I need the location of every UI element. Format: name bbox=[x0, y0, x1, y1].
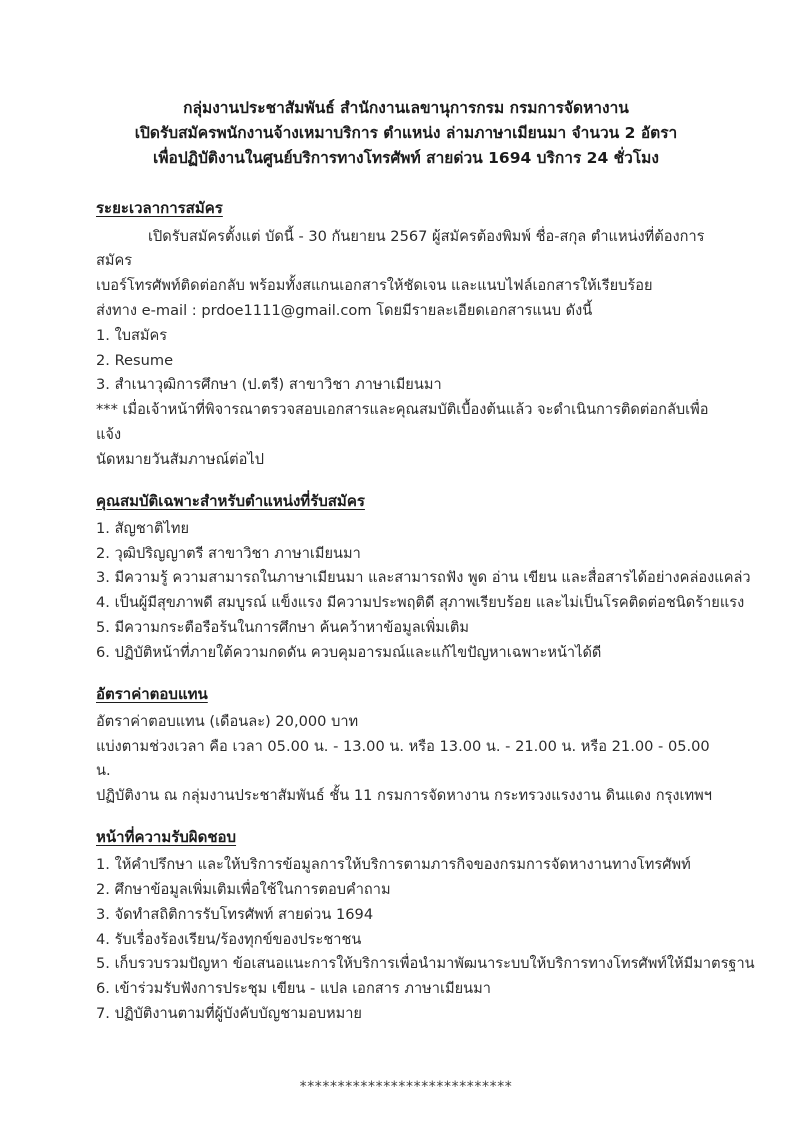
application-note-line-2: นัดหมายวันสัมภาษณ์ต่อไป bbox=[96, 450, 264, 468]
application-period-line-3: ส่งทาง e-mail : prdoe1111@gmail.com โดยมีรายละเอียดเอกสารแนบ ดังนี้ bbox=[96, 301, 593, 319]
list-item: 1. ให้คำปรึกษา และให้บริการข้อมูลการให้บริการตามภารกิจของกรมการจัดหางานทางโทรศัพท์ bbox=[96, 856, 691, 874]
application-note-line-1: *** เมื่อเจ้าหน้าที่พิจารณาตรวจสอบเอกสารและคุณสมบัติเบื้องต้นแล้ว จะดำเนินการติดต่อกลับเพื่อแจ้ง bbox=[96, 401, 709, 443]
list-item: 3. สำเนาวุฒิการศึกษา (ป.ตรี) สาขาวิชา ภาษาเมียนมา bbox=[96, 376, 442, 394]
required-documents-list bbox=[96, 324, 716, 398]
footer-separator: **************************** bbox=[299, 1078, 513, 1095]
list-item: 4. รับเรื่องร้องเรียน/ร้องทุกข์ของประชาชน bbox=[96, 930, 362, 948]
list-item: 3. มีความรู้ ความสามารถในภาษาเมียนมา และสามารถฟัง พูด อ่าน เขียน และสื่อสารได้อย่างคล่องแคล่ว bbox=[96, 569, 751, 587]
list-item: 2. วุฒิปริญญาตรี สาขาวิชา ภาษาเมียนมา bbox=[96, 544, 361, 562]
list-item: 6. เข้าร่วมรับฟังการประชุม เขียน - แปล เอกสาร ภาษาเมียนมา bbox=[96, 980, 491, 998]
list-item: 2. ศึกษาข้อมูลเพิ่มเติมเพื่อใช้ในการตอบคำถาม bbox=[96, 881, 391, 899]
list-item: 3. จัดทำสถิติการรับโทรศัพท์ สายด่วน 1694 bbox=[96, 905, 374, 923]
list-item: 5. เก็บรวบรวมปัญหา ข้อเสนอแนะการให้บริการเพื่อนำมาพัฒนาระบบให้บริการทางโทรศัพท์ให้มีมาตรฐาน bbox=[96, 955, 755, 973]
section-compensation bbox=[96, 683, 716, 809]
section-heading-application-period: ระยะเวลาการสมัคร bbox=[96, 199, 223, 218]
list-item: 1. ใบสมัคร bbox=[96, 326, 168, 344]
application-period-line-2: เบอร์โทรศัพท์ติดต่อกลับ พร้อมทั้งสแกนเอกสารให้ชัดเจน และแนบไฟล์เอกสารให้เรียบร้อย bbox=[96, 277, 653, 295]
list-item: 5. มีความกระตือรือร้นในการศึกษา ค้นคว้าหาข้อมูลเพิ่มเติม bbox=[96, 618, 469, 636]
title-line-1: กลุ่มงานประชาสัมพันธ์ สำนักงานเลขานุการกรม กรมการจัดหางาน bbox=[183, 99, 629, 117]
compensation-line-3: ปฏิบัติงาน ณ กลุ่มงานประชาสัมพันธ์ ชั้น 11 กรมการจัดหางาน กระทรวงแรงงาน ดินแดง กรุงเทพฯ bbox=[96, 787, 712, 805]
list-item: 6. ปฏิบัติหน้าที่ภายใต้ความกดดัน ควบคุมอารมณ์และแก้ไขปัญหาเฉพาะหน้าได้ดี bbox=[96, 643, 602, 661]
list-item: 2. Resume bbox=[96, 351, 174, 369]
title-line-2: เปิดรับสมัครพนักงานจ้างเหมาบริการ ตำแหน่ง ล่ามภาษาเมียนมา จำนวน 2 อัตรา bbox=[134, 124, 678, 143]
section-application-period bbox=[96, 197, 716, 472]
application-period-line-1: เปิดรับสมัครตั้งแต่ บัดนี้ - 30 กันยายน 2567 ผู้สมัครต้องพิมพ์ ชื่อ-สกุล ตำแหน่งที่ต้องการสมัคร bbox=[96, 227, 705, 270]
compensation-line-2: แบ่งตามช่วงเวลา คือ เวลา 05.00 น. - 13.00 น. หรือ 13.00 น. - 21.00 น. หรือ 21.00 - 05.00 น. bbox=[96, 737, 710, 780]
list-item: 4. เป็นผู้มีสุขภาพดี สมบูรณ์ แข็งแรง มีความประพฤติดี สุภาพเรียบร้อย และไม่เป็นโรคติดต่อชนิดร้ายแรง bbox=[96, 594, 745, 612]
section-heading-qualifications: คุณสมบัติเฉพาะสำหรับตำแหน่งที่รับสมัคร bbox=[96, 491, 365, 510]
compensation-line-1: อัตราค่าตอบแทน (เดือนละ) 20,000 บาท bbox=[96, 712, 359, 730]
list-item: 7. ปฏิบัติงานตามที่ผู้บังคับบัญชามอบหมาย bbox=[96, 1005, 362, 1023]
section-heading-compensation: อัตราค่าตอบแทน bbox=[96, 684, 208, 703]
title-line-3: เพื่อปฏิบัติงานในศูนย์บริการทางโทรศัพท์ สายด่วน 1694 บริการ 24 ชั่วโมง bbox=[153, 149, 659, 168]
section-qualifications bbox=[96, 490, 751, 666]
responsibilities-list bbox=[96, 853, 755, 1027]
qualifications-list bbox=[96, 517, 751, 666]
list-item: 1. สัญชาติไทย bbox=[96, 519, 189, 537]
section-responsibilities bbox=[96, 826, 755, 1027]
section-heading-responsibilities: หน้าที่ความรับผิดชอบ bbox=[96, 828, 237, 847]
document-content bbox=[96, 96, 755, 1095]
document-title-block bbox=[96, 96, 716, 171]
